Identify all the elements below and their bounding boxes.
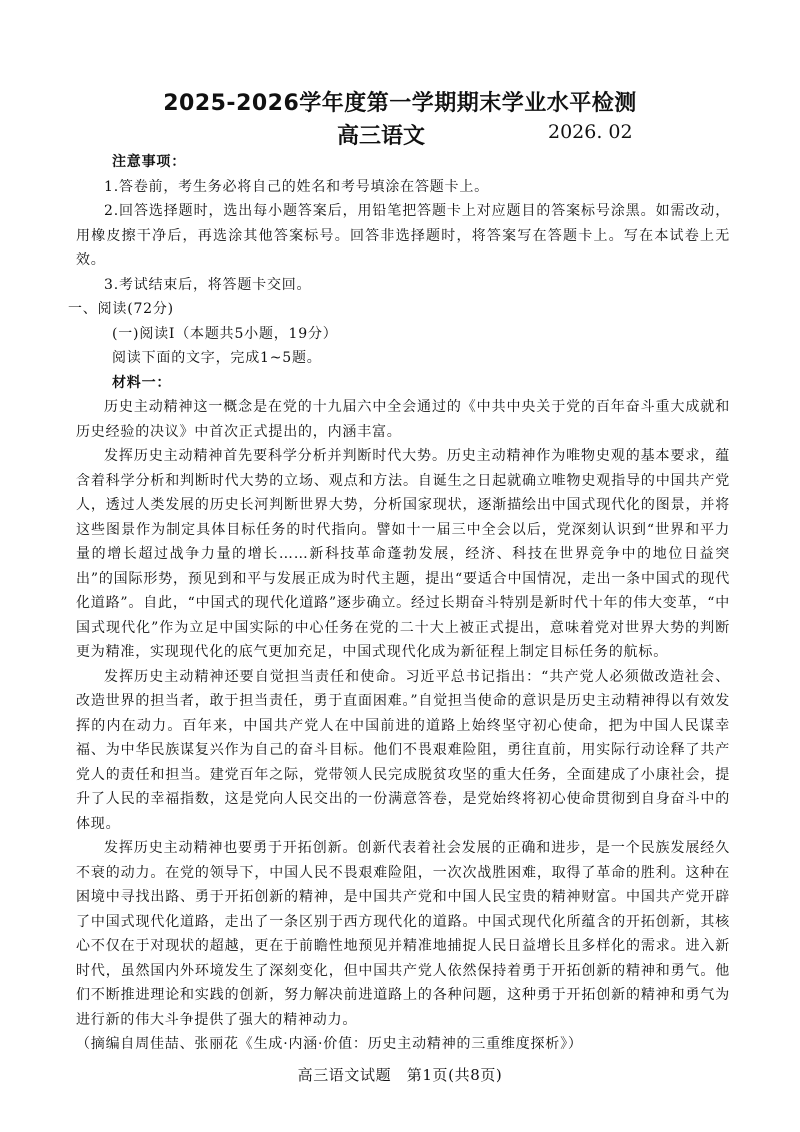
- passage-paragraph: 发挥历史主动精神还要自觉担当责任和使命。习近平总书记指出：“共产党人必须做改造社会、改造世界的担当者，敢于担当责任，勇于直面困难。”自觉担当使命的意识是历史主动精神得以有效发挥的内在动力。百年来，中国共产党人在中国前进的道路上始终坚守初心使命，把为中国人民谋幸福、为中华民族谋复兴作为自己的奋斗目标。他们不畏艰难险阻，勇往直前，用实际行动诠释了共产党人的责任和担当。建党百年之际，党带领人民完成脱贫攻坚的重大任务，全面建成了小康社会，提升了人民的幸福指数，这是党向人民交出的一份满意答卷，是党始终将初心使命贯彻到自身奋斗中的体现。: [76, 668, 730, 832]
- material-label: 材料一：: [112, 374, 172, 391]
- subsection-heading: (一)阅读Ⅰ（本题共5小题，19分）: [112, 325, 338, 342]
- instruction-text: 阅读下面的文字，完成1~5题。: [112, 350, 322, 366]
- exam-content: [68, 150, 730, 1057]
- subject-label: 高三语文: [337, 124, 426, 149]
- section-heading: 一、阅读(72分): [68, 301, 174, 317]
- passage-paragraph: 历史主动精神这一概念是在党的十九届六中全会通过的《中共中央关于党的百年奋斗重大成就和历史经验的决议》中首次正式提出的，内涵丰富。: [76, 399, 730, 440]
- passage: [76, 395, 730, 1057]
- notice-item: 2.回答选择题时，选出每小题答案后，用铅笔把答题卡上对应题目的答案标号涂黑。如需改动，用橡皮擦干净后，再选涂其他答案标号。回答非选择题时，将答案写在答题卡上。写在本试卷上无效。: [76, 203, 730, 268]
- exam-title: 2025-2026学年度第一学期期末学业水平检测: [163, 91, 637, 116]
- passage-source: （摘编自周佳喆、张丽花《生成·内涵·价值：历史主动精神的三重维度探析》）: [76, 1036, 583, 1052]
- notice-item: 3.考试结束后，将答题卡交回。: [104, 276, 312, 293]
- notice-heading: 注意事项：: [112, 154, 186, 170]
- passage-paragraph: 发挥历史主动精神也要勇于开拓创新。创新代表着社会发展的正确和进步，是一个民族发展经久不衰的动力。在党的领导下，中国人民不畏艰难险阻，一次次战胜困难，取得了革命的胜利。这种在困境中寻找出路、勇于开拓创新的精神，是中国共产党和中国人民宝贵的精神财富。中国共产党开辟了中国式现代化道路，走出了一条区别于西方现代化的道路。中国式现代化所蕴含的开拓创新，其核心不仅在于对现状的超越，更在于前瞻性地预见并精准地捕捉人民日益增长且多样化的需求。进入新时代，虽然国内外环境发生了深刻变化，但中国共产党人依然保持着勇于开拓创新的精神和勇气。他们不断推进理论和实践的创新，努力解决前进道路上的各种问题，这种勇于开拓创新的精神和勇气为进行新的伟大斗争提供了强大的精神动力。: [76, 840, 730, 1028]
- notice-item: 1.答卷前，考生务必将自己的姓名和考号填涂在答题卡上。: [104, 178, 489, 195]
- passage-paragraph: 发挥历史主动精神首先要科学分析并判断时代大势。历史主动精神作为唯物史观的基本要求，蕴含着科学分析和判断时代大势的立场、观点和方法。自诞生之日起就确立唯物史观指导的中国共产党人，透过人类发展的历史长河判断世界大势，分析国家现状，逐渐描绘出中国式现代化的图景，并将这些图景作为制定具体目标任务的时代指向。譬如十一届三中全会以后，党深刻认识到“世界和平力量的增长超过战争力量的增长……新科技革命蓬勃发展，经济、科技在世界竞争中的地位日益突出”的国际形势，预见到和平与发展正成为时代主题，提出“要适合中国情况，走出一条中国式的现代化道路”。自此，“中国式的现代化道路”逐步确立。经过长期奋斗特别是新时代十年的伟大变革，“中国式现代化”作为立足中国实际的中心任务在党的二十大上被正式提出，意味着党对世界大势的判断更为精准，实现现代化的底气更加充足，中国式现代化成为新征程上制定目标任务的航标。: [76, 448, 730, 660]
- page-footer: 高三语文试题 第1页(共8页): [297, 1066, 503, 1084]
- exam-date: 2026. 02: [548, 121, 633, 143]
